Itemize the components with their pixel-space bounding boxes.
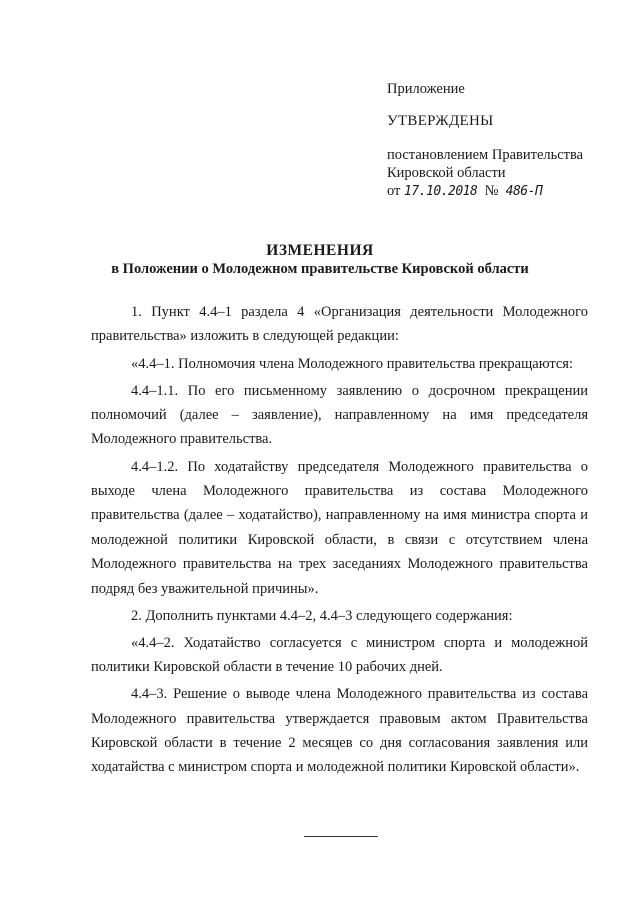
approval-block bbox=[387, 80, 627, 201]
date-line bbox=[387, 182, 627, 201]
document-body bbox=[91, 300, 588, 783]
appendix-label: Приложение bbox=[387, 81, 465, 97]
paragraph: 2. Дополнить пунктами 4.4–2, 4.4–3 следующего содержания: bbox=[131, 607, 513, 624]
approved-label: УТВЕРЖДЕНЫ bbox=[387, 113, 494, 129]
document-title: ИЗМЕНЕНИЯ bbox=[266, 242, 374, 259]
handwritten-number: 486-П bbox=[505, 184, 543, 199]
document-subtitle: в Положении о Молодежном правительстве Кировской области bbox=[111, 261, 529, 277]
paragraph: «4.4–1. Полномочия члена Молодежного правительства прекращаются: bbox=[131, 355, 573, 372]
end-separator bbox=[304, 836, 378, 837]
paragraph: 4.4–1.1. По его письменному заявлению о досрочном прекращении полномочий (далее – заявление), направленному на имя председателя Молодежного правительства. bbox=[91, 382, 588, 448]
paragraph: «4.4–2. Ходатайство согласуется с министром спорта и молодежной политики Кировской области в течение 10 рабочих дней. bbox=[91, 634, 588, 676]
paragraph: 4.4–1.2. По ходатайству председателя Молодежного правительства о выходе члена Молодежного правительства из состава Молодежного правительства (далее – ходатайство), направленному на имя министра спорта и молодежной политики Кировской области, в связи с отсутствием члена Молодежного правительства на трех заседаниях Молодежного правительства подряд без уважительной причины». bbox=[91, 458, 588, 597]
handwritten-date: 17.10.2018 bbox=[404, 184, 478, 199]
date-prefix: от bbox=[387, 183, 401, 199]
decree-label: постановлением Правительства bbox=[387, 147, 584, 163]
paragraph: 4.4–3. Решение о выводе члена Молодежного правительства из состава Молодежного правительства утверждается правовым актом Правительства Кировской области в течение 2 месяцев со дня согласования заявления или ходатайства с министром спорта и молодежной политики Кировской области». bbox=[91, 686, 588, 776]
paragraph: 1. Пункт 4.4–1 раздела 4 «Организация деятельности Молодежного правительства» изложить в следующей редакции: bbox=[91, 304, 588, 345]
region-label: Кировской области bbox=[387, 165, 506, 181]
number-prefix: № bbox=[484, 183, 499, 199]
